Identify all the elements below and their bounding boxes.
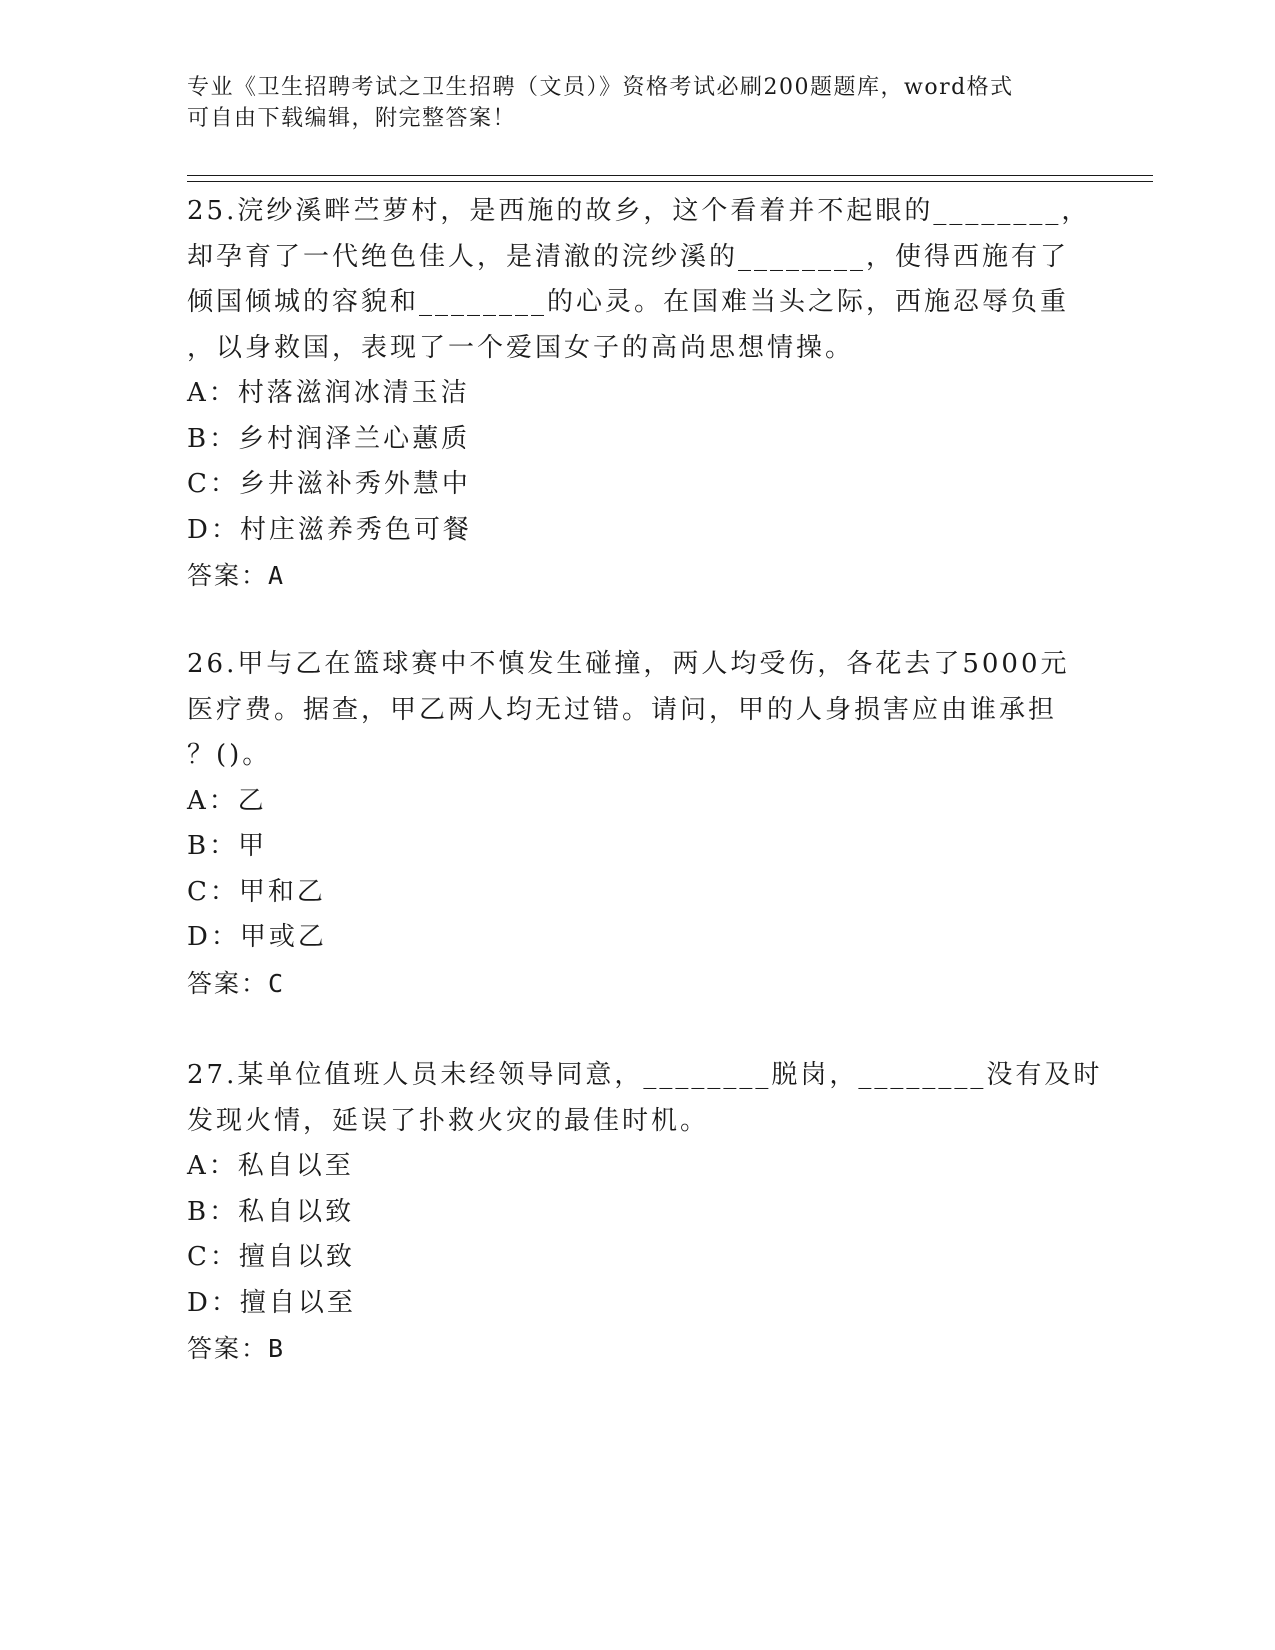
option-d: D：村庄滋养秀色可餐 bbox=[187, 514, 472, 545]
option-d: D：甲或乙 bbox=[187, 922, 327, 952]
option-b: B：甲 bbox=[187, 831, 268, 861]
option-c: C：乡井滋补秀外慧中 bbox=[187, 469, 471, 499]
option-a: A：私自以至 bbox=[187, 1151, 354, 1181]
question-text-line: 26.甲与乙在篮球赛中不慎发生碰撞，两人均受伤，各花去了5000元 bbox=[187, 649, 1070, 679]
question-text-line: ，以身救国，表现了一个爱国女子的高尚思想情操。 bbox=[187, 332, 855, 363]
question-27 bbox=[187, 1053, 1103, 1372]
answer-line bbox=[187, 1326, 1087, 1372]
option-c: C：擅自以致 bbox=[187, 1242, 355, 1272]
answer-label: 答案： bbox=[187, 968, 269, 998]
question-26 bbox=[187, 642, 1087, 1006]
option-c: C：甲和乙 bbox=[187, 876, 326, 907]
option-b: B：乡村润泽兰心蕙质 bbox=[187, 423, 471, 454]
answer-line bbox=[187, 961, 1087, 1007]
option-d: D：擅自以至 bbox=[187, 1287, 356, 1318]
answer-label: 答案： bbox=[187, 561, 269, 590]
header-divider-bottom bbox=[187, 181, 1153, 182]
header-title-line-2: 可自由下载编辑，附完整答案！ bbox=[187, 106, 517, 131]
option-b: B：私自以致 bbox=[187, 1196, 355, 1227]
option-a: A：村落滋润冰清玉洁 bbox=[187, 378, 470, 408]
question-text-line: ？()。 bbox=[187, 740, 272, 770]
header-title-line-1: 专业《卫生招聘考试之卫生招聘（文员）》资格考试必刷200题题库，word格式 bbox=[187, 75, 1014, 100]
question-text-line: 27.某单位值班人员未经领导同意，________脱岗，________没有及时 bbox=[187, 1060, 1103, 1090]
question-text-line: 倾国倾城的容貌和________的心灵。在国难当头之际，西施忍辱负重 bbox=[187, 287, 1070, 317]
header-divider-top bbox=[187, 175, 1153, 176]
answer-value: A bbox=[268, 561, 284, 590]
answer-line bbox=[187, 553, 1087, 599]
question-text-line: 发现火情，延误了扑救火灾的最佳时机。 bbox=[187, 1105, 710, 1136]
question-25 bbox=[187, 189, 1091, 599]
answer-label: 答案： bbox=[187, 1334, 269, 1363]
document-header bbox=[187, 72, 1067, 134]
question-text-line: 却孕育了一代绝色佳人，是清澈的浣纱溪的________，使得西施有了 bbox=[187, 241, 1070, 272]
answer-value: B bbox=[268, 1334, 284, 1363]
answer-value: C bbox=[268, 968, 284, 998]
question-text-line: 医疗费。据查，甲乙两人均无过错。请问，甲的人身损害应由谁承担 bbox=[187, 694, 1058, 725]
question-text-line: 25.浣纱溪畔苎萝村，是西施的故乡，这个看着并不起眼的________， bbox=[187, 196, 1091, 226]
option-a: A：乙 bbox=[187, 785, 267, 816]
